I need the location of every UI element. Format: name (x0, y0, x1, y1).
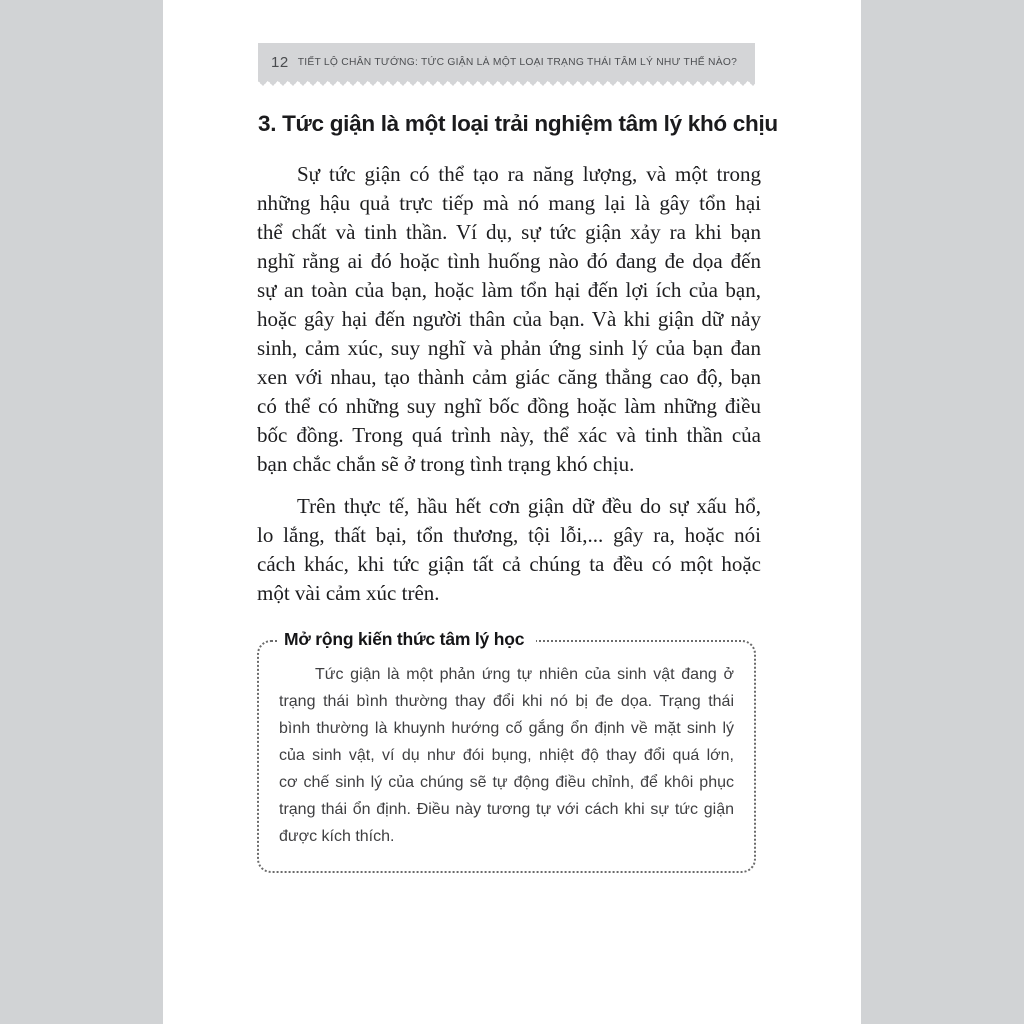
text-line: trạng thái ổn định. Điều này tương tự với cách khi sự tức giận (279, 801, 734, 818)
text-line: bốc đồng. Trong quá trình này, thể xác và tinh thần của (257, 423, 761, 447)
text-line: cơ chế sinh lý của chúng sẽ tự động điều chỉnh, để khôi phục (279, 774, 734, 791)
text-line: được kích thích. (279, 828, 395, 845)
knowledge-box (257, 629, 756, 873)
page-header-bar (258, 43, 755, 81)
page-number: 12 (271, 53, 289, 71)
text-line: Tức giận là một phản ứng tự nhiên của sinh vật đang ở (315, 666, 734, 683)
text-line: Trên thực tế, hầu hết cơn giận dữ đều do sự xấu hổ, (297, 494, 761, 518)
right-margin-strip (861, 0, 1024, 1024)
text-line: cách khác, khi tức giận tất cả chúng ta đều có một hoặc (257, 552, 761, 576)
body-paragraph-1 (257, 160, 761, 479)
running-title: TIẾT LỘ CHÂN TƯỚNG: TỨC GIẬN LÀ MỘT LOẠI TRẠNG THÁI TÂM LÝ NHƯ THẾ NÀO? (297, 56, 738, 68)
text-line: nghĩ rằng ai đó hoặc tình huống nào đó đang đe dọa đến (257, 249, 761, 273)
knowledge-box-text (259, 642, 754, 850)
book-page (163, 0, 861, 1024)
left-margin-strip (0, 0, 163, 1024)
text-line: một vài cảm xúc trên. (257, 581, 440, 605)
text-line: xen với nhau, tạo thành cảm giác căng thẳng cao độ, bạn (257, 365, 761, 389)
text-line: sự an toàn của bạn, hoặc làm tổn hại đến lợi ích của bạn, (257, 278, 761, 302)
text-line: bạn chắc chắn sẽ ở trong tình trạng khó chịu. (257, 452, 635, 476)
text-line: trạng thái bình thường thay đổi khi nó bị đe dọa. Trạng thái (279, 693, 734, 710)
text-line: thể chất và tinh thần. Ví dụ, sự tức giận xảy ra khi bạn (257, 220, 761, 244)
text-line: có thể có những suy nghĩ bốc đồng hoặc làm những điều (257, 394, 761, 418)
body-paragraph-2 (257, 492, 761, 608)
text-line: sinh, cảm xúc, suy nghĩ và phản ứng sinh lý của bạn đan (257, 336, 761, 360)
text-line: hoặc gây hại đến người thân của bạn. Và khi giận dữ nảy (257, 307, 761, 331)
knowledge-box-title: Mở rộng kiến thức tâm lý học (277, 629, 536, 650)
text-line: của sinh vật, ví dụ như đói bụng, nhiệt độ thay đổi quá lớn, (279, 747, 734, 764)
text-line: lo lắng, thất bại, tổn thương, tội lỗi,... gây ra, hoặc nói (257, 523, 761, 547)
section-heading: 3. Tức giận là một loại trải nghiệm tâm lý khó chịu (258, 111, 778, 136)
text-line: bình thường là khuynh hướng cố gắng ổn định về mặt sinh lý (279, 720, 734, 737)
text-line: những hậu quả trực tiếp mà nó mang lại là gây tổn hại (257, 191, 761, 215)
text-line: Sự tức giận có thể tạo ra năng lượng, và một trong (297, 162, 761, 186)
